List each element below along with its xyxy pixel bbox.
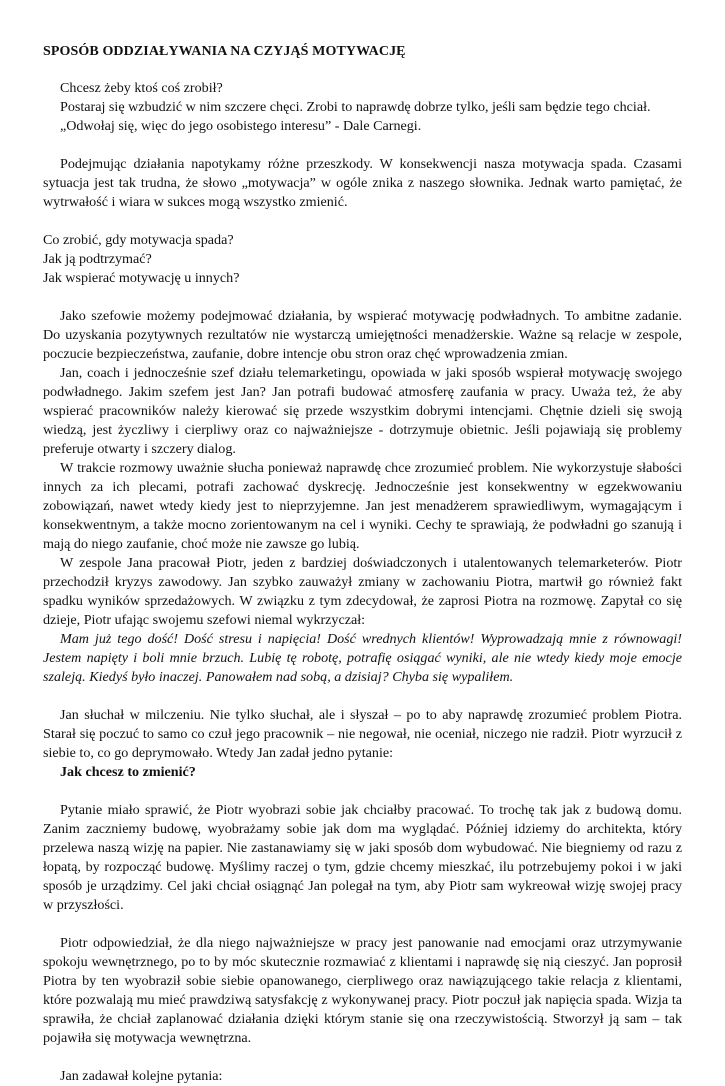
questions-block [43, 231, 682, 288]
paragraph-house: Pytanie miało sprawić, że Piotr wyobrazi sobie jak chciałby pracować. To trochę tak jak z budową domu. Zanim zaczniemy budowę, wyobrażamy sobie jak dom ma wyglądać. Później idziemy do architekta, który przelewa naszą wizję na papier. Nie zastanawiamy się w jaki sposób dom wybudować. Nie biegniemy od razu z łopatą, by rozpocząć budowę. Myślimy raczej o tym, gdzie chcemy mieszkać, ilu potrzebujemy pokoi i w jaki sposób je urządzimy. Cel jaki chciał osiągnąć Jan polegał na tym, aby Piotr sam wykreował wizję swojej pracy w przyszłości. [43, 802, 682, 913]
intro-block [43, 79, 682, 136]
question-line: Jak wspierać motywację u innych? [43, 270, 240, 286]
intro-line: Postaraj się wzbudzić w nim szczere chęci. Zrobi to naprawdę dobrze tylko, jeśli sam będzie tego chciał. [60, 99, 651, 115]
paragraph-silence: Jan słuchał w milczeniu. Nie tylko słuchał, ale i słyszał – po to aby naprawdę zrozumieć problem Piotra. Starał się poczuć to samo co czuł jego pracownik – nie negował, nie oceniał, niczego nie radził. Piotr wyrzucił z siebie to, co go deprymowało. Wtedy Jan zadał jedno pytanie: [43, 707, 682, 761]
paragraph-next: Jan zadawał kolejne pytania: [60, 1068, 223, 1084]
question-line: Jak ją podtrzymać? [43, 251, 152, 267]
paragraph-obstacles: Podejmując działania napotykamy różne przeszkody. W konsekwencji nasza motywacja spada. Czasami sytuacja jest tak trudna, że słowo „motywacja” w ogóle znika z naszego słownika. Jednak warto pamiętać, że wytrwałość i wiara w sukces mogą wszystko zmienić. [43, 156, 682, 210]
intro-line: Chcesz żeby ktoś coś zrobił? [60, 80, 223, 96]
paragraph-listen: W trakcie rozmowy uważnie słucha ponieważ naprawdę chce zrozumieć problem. Nie wykorzystuje słabości innych za ich plecami, potrafi zachować dyskrecję. Jednocześnie jest konsekwentny w egzekwowaniu zobowiązań, nawet wtedy kiedy jest to nieprzyjemne. Jan jest menadżerem sprawiedliwym, wymagającym i konsekwentnym, a także mocno zorientowanym na cel i wyniki. Cechy te sprawiają, że podwładni go szanują i mają do niego zaufanie, choć może nie zawsze go lubią. [43, 460, 682, 552]
intro-line: „Odwołaj się, więc do jego osobistego interesu” - Dale Carnegi. [60, 118, 422, 134]
quote-piotr: Mam już tego dość! Dość stresu i napięcia! Dość wrednych klientów! Wyprowadzają mnie z równowagi! Jestem napięty i boli mnie brzuch. Lubię tę robotę, potrafię osiągać wyniki, ale nie wtedy kiedy moje emocje szaleją. Kiedyś było inaczej. Panowałem nad sobą, a dzisiaj? Chyba się wypaliłem. [43, 631, 682, 685]
paragraph-jan: Jan, coach i jednocześnie szef działu telemarketingu, opowiada w jaki sposób wspierał motywację swojego podwładnego. Jakim szefem jest Jan? Jan potrafi budować atmosferę zaufania w pracy. Uważa też, że aby wspierać pracowników należy kierować się przede wszystkim dobrymi intencjami. Chętnie dzieli się swoją wiedzą, jest życzliwy i cierpliwy oraz co najważniejsze - dotrzymuje obietnic. Jeśli pojawiają się problemy preferuje otwarty i szczery dialog. [43, 365, 682, 457]
document-title: SPOSÓB ODDZIAŁYWANIA NA CZYJĄŚ MOTYWACJĘ [43, 44, 406, 59]
question-line: Co zrobić, gdy motywacja spada? [43, 232, 234, 248]
paragraph-piotr: W zespole Jana pracował Piotr, jeden z bardziej doświadczonych i utalentowanych telemarketerów. Piotr przechodził kryzys zawodowy. Jan szybko zauważył zmiany w zachowaniu Piotra, martwił go również fakt spadku wyników sprzedażowych. W związku z tym zdecydował, że zaprosi Piotra na rozmowę. Zapytał co się dzieje, Piotr ufając swojemu szefowi niemal wykrzyczał: [43, 555, 682, 628]
paragraph-answer: Piotr odpowiedział, że dla niego najważniejsze w pracy jest panowanie nad emocjami oraz utrzymywanie spokoju wewnętrznego, po to by móc skutecznie rozmawiać z klientami i naprawdę się nią cieszyć. Jan poprosił Piotra by ten wyobraził sobie siebie opanowanego, cierpliwego oraz nawiązującego takie relacja z klientami, które pozwalają mu mieć prawdziwą satysfakcję z wykonywanej pracy. Piotr poczuł jak napięcia spada. Wizja ta sprawiła, że chciał zaplanować działania dzięki którym stanie się ona rzeczywistością. Stworzył ją sam – tak pojawiła się motywacja wewnętrzna. [43, 935, 682, 1046]
question-bold: Jak chcesz to zmienić? [60, 764, 196, 780]
paragraph-boss: Jako szefowie możemy podejmować działania, by wspierać motywację podwładnych. To ambitne zadanie. Do uzyskania pozytywnych rezultatów nie wystarczą umiejętności menadżerskie. Ważne są relacje w zespole, poczucie bezpieczeństwa, zaufanie, dobre intencje obu stron oraz chęć wprowadzenia zmian. [43, 308, 682, 362]
